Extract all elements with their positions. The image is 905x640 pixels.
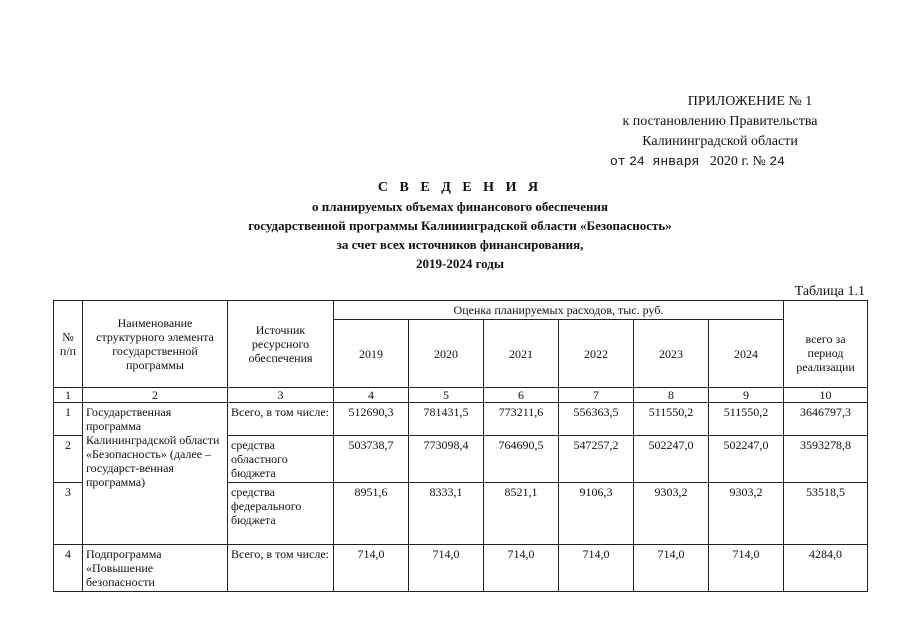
value-cell: 8951,6 bbox=[334, 483, 409, 545]
value-cell: 714,0 bbox=[709, 545, 784, 592]
value-cell: 511550,2 bbox=[709, 403, 784, 436]
header-year: 2021 bbox=[484, 320, 559, 388]
header-name: Наименование структурного элемента государственной программы bbox=[83, 301, 228, 388]
value-cell: 503738,7 bbox=[334, 436, 409, 483]
index-cell: 1 bbox=[54, 388, 83, 403]
index-cell: 8 bbox=[634, 388, 709, 403]
value-cell: 9303,2 bbox=[634, 483, 709, 545]
index-cell: 5 bbox=[409, 388, 484, 403]
value-cell: 773098,4 bbox=[409, 436, 484, 483]
row-source: средства федерального бюджета bbox=[228, 483, 334, 545]
heading-title: С В Е Д Е Н И Я bbox=[377, 180, 543, 195]
date-value: 24 января bbox=[629, 154, 700, 169]
header-source: Источник ресурсного обеспечения bbox=[228, 301, 334, 388]
heading-line1: о планируемых объемах финансового обеспечения bbox=[312, 199, 608, 214]
value-cell: 8333,1 bbox=[409, 483, 484, 545]
header-num: № п/п bbox=[54, 301, 83, 388]
appendix-date-line bbox=[560, 152, 880, 172]
index-cell: 10 bbox=[784, 388, 868, 403]
value-cell: 781431,5 bbox=[409, 403, 484, 436]
value-cell: 556363,5 bbox=[559, 403, 634, 436]
row-source: средства областного бюджета bbox=[228, 436, 334, 483]
heading-line3: за счет всех источников финансирования, bbox=[336, 237, 584, 252]
value-cell: 502247,0 bbox=[634, 436, 709, 483]
value-cell: 764690,5 bbox=[484, 436, 559, 483]
header-estimate: Оценка планируемых расходов, тыс. руб. bbox=[334, 301, 784, 320]
header-total: всего за период реализации bbox=[784, 320, 868, 388]
value-cell: 502247,0 bbox=[709, 436, 784, 483]
index-cell: 7 bbox=[559, 388, 634, 403]
value-cell: 9106,3 bbox=[559, 483, 634, 545]
index-cell: 6 bbox=[484, 388, 559, 403]
row-num: 2 bbox=[54, 436, 83, 483]
value-cell: 714,0 bbox=[559, 545, 634, 592]
value-cell: 773211,6 bbox=[484, 403, 559, 436]
value-cell: 9303,2 bbox=[709, 483, 784, 545]
row-num: 4 bbox=[54, 545, 83, 592]
value-cell: 4284,0 bbox=[784, 545, 868, 592]
header-year: 2019 bbox=[334, 320, 409, 388]
date-prefix: от bbox=[610, 154, 626, 169]
appendix-line3: Калининградской области bbox=[642, 134, 798, 149]
appendix-line2: к постановлению Правительства bbox=[622, 114, 818, 129]
table-caption: Таблица 1.1 bbox=[794, 284, 865, 299]
row-num: 3 bbox=[54, 483, 83, 545]
funding-table bbox=[53, 300, 868, 592]
value-cell: 714,0 bbox=[409, 545, 484, 592]
index-cell: 3 bbox=[228, 388, 334, 403]
table-row bbox=[54, 403, 868, 436]
value-cell: 3593278,8 bbox=[784, 436, 868, 483]
index-cell: 9 bbox=[709, 388, 784, 403]
appendix-title: ПРИЛОЖЕНИЕ № 1 bbox=[687, 94, 813, 109]
subprogram-name: Подпрограмма «Повышение безопасности bbox=[83, 545, 228, 592]
appendix-block bbox=[560, 92, 880, 172]
date-suffix: 2020 г. № bbox=[709, 154, 766, 169]
header-year: 2020 bbox=[409, 320, 484, 388]
heading-line4: 2019-2024 годы bbox=[415, 256, 504, 271]
index-row bbox=[54, 388, 868, 403]
header-year: 2023 bbox=[634, 320, 709, 388]
header-year: 2022 bbox=[559, 320, 634, 388]
row-source: Всего, в том числе: bbox=[228, 403, 334, 436]
heading-line2: государственной программы Калининградской области «Безопасность» bbox=[248, 218, 672, 233]
value-cell: 512690,3 bbox=[334, 403, 409, 436]
value-cell: 547257,2 bbox=[559, 436, 634, 483]
index-cell: 2 bbox=[83, 388, 228, 403]
value-cell: 714,0 bbox=[484, 545, 559, 592]
header-year: 2024 bbox=[709, 320, 784, 388]
row-num: 1 bbox=[54, 403, 83, 436]
index-cell: 4 bbox=[334, 388, 409, 403]
row-source: Всего, в том числе: bbox=[228, 545, 334, 592]
document-number: 24 bbox=[769, 154, 785, 169]
document-heading bbox=[140, 178, 780, 273]
value-cell: 511550,2 bbox=[634, 403, 709, 436]
value-cell: 53518,5 bbox=[784, 483, 868, 545]
value-cell: 8521,1 bbox=[484, 483, 559, 545]
value-cell: 3646797,3 bbox=[784, 403, 868, 436]
value-cell: 714,0 bbox=[334, 545, 409, 592]
value-cell: 714,0 bbox=[634, 545, 709, 592]
program-name: Государственная программа Калининградской области «Безопасность» (далее – государст-венная программа) bbox=[83, 403, 228, 545]
table-row bbox=[54, 545, 868, 592]
